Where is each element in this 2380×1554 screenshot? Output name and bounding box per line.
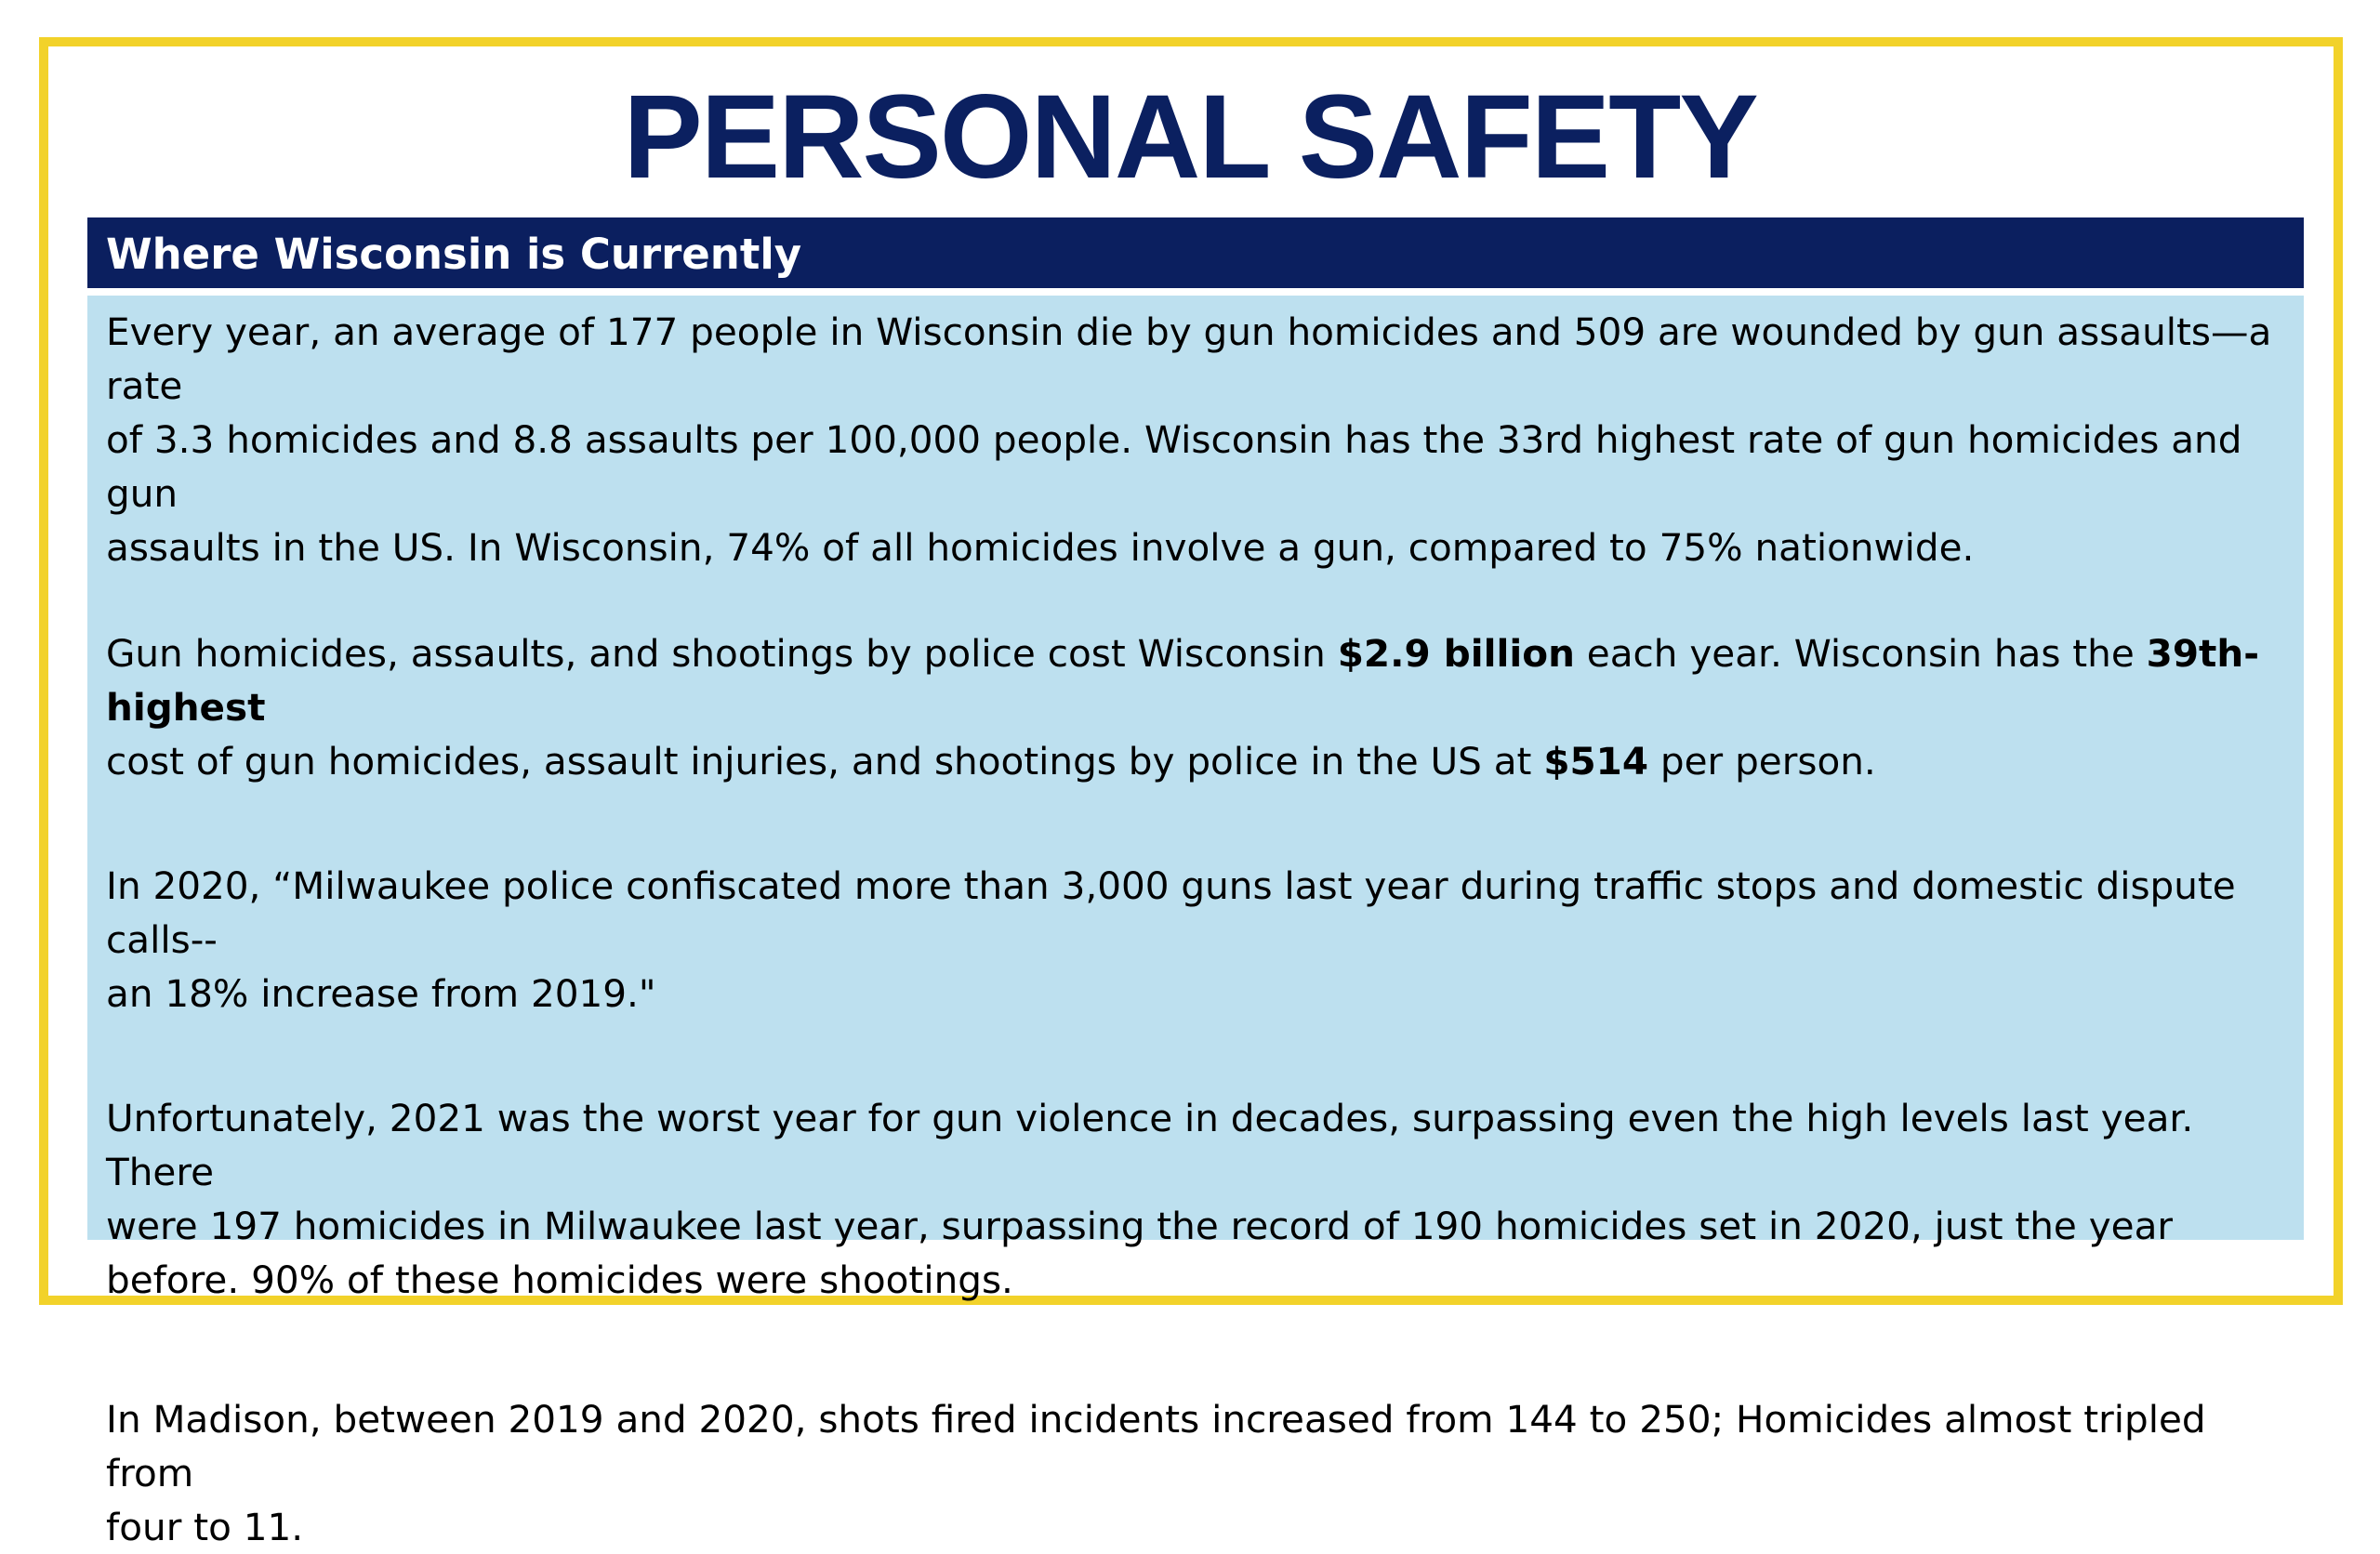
content-box [87, 296, 2304, 1549]
paragraph-gun-costs [106, 626, 2285, 788]
cost-rank-bold: 39th-highest [106, 631, 2260, 730]
cost-total-bold: $2.9 billion [1337, 631, 1575, 676]
paragraph-2021-violence: Unfortunately, 2021 was the worst year for gun violence in decades, surpassing even the high levels last year. There were 197 homicides in Milwaukee last year, surpassing the record of 190 homicides set in 2020, just the year before. 90% of these homicides were shootings. [106, 1096, 2194, 1302]
section-header: Where Wisconsin is Currently [87, 217, 2304, 288]
paragraph-gun-costs-text-4: per person. [1648, 739, 1876, 784]
paragraph-gun-costs-text-3: cost of gun homicides, assault injuries, and shootings by police in the US at [106, 739, 1532, 784]
paragraph-milwaukee-guns: In 2020, “Milwaukee police confiscated more than 3,000 guns last year during traffic stops and domestic dispute calls-- an 18% increase from 2019." [106, 863, 2236, 1016]
slide-title: PERSONAL SAFETY [623, 71, 1757, 204]
paragraph-madison: In Madison, between 2019 and 2020, shots fired incidents increased from 144 to 250; Homicides almost tripled from four to 11. [106, 1397, 2206, 1549]
cost-per-person-bold: $514 [1543, 739, 1649, 784]
paragraph-gun-costs-text-2: each year. Wisconsin has the [1574, 631, 2147, 676]
paragraph-gun-statistics: Every year, an average of 177 people in Wisconsin die by gun homicides and 509 are wounded by gun assaults—a rate of 3.3 homicides and 8.8 assaults per 100,000 people. Wisconsin has the 33rd highest rate of gun homicides and gun assaults in the US. In Wisconsin, 74% of all homicides involve a gun, compared to 75% nationwide. [106, 309, 2272, 570]
paragraph-gun-costs-text-1: Gun homicides, assaults, and shootings by police cost Wisconsin [106, 631, 1338, 676]
